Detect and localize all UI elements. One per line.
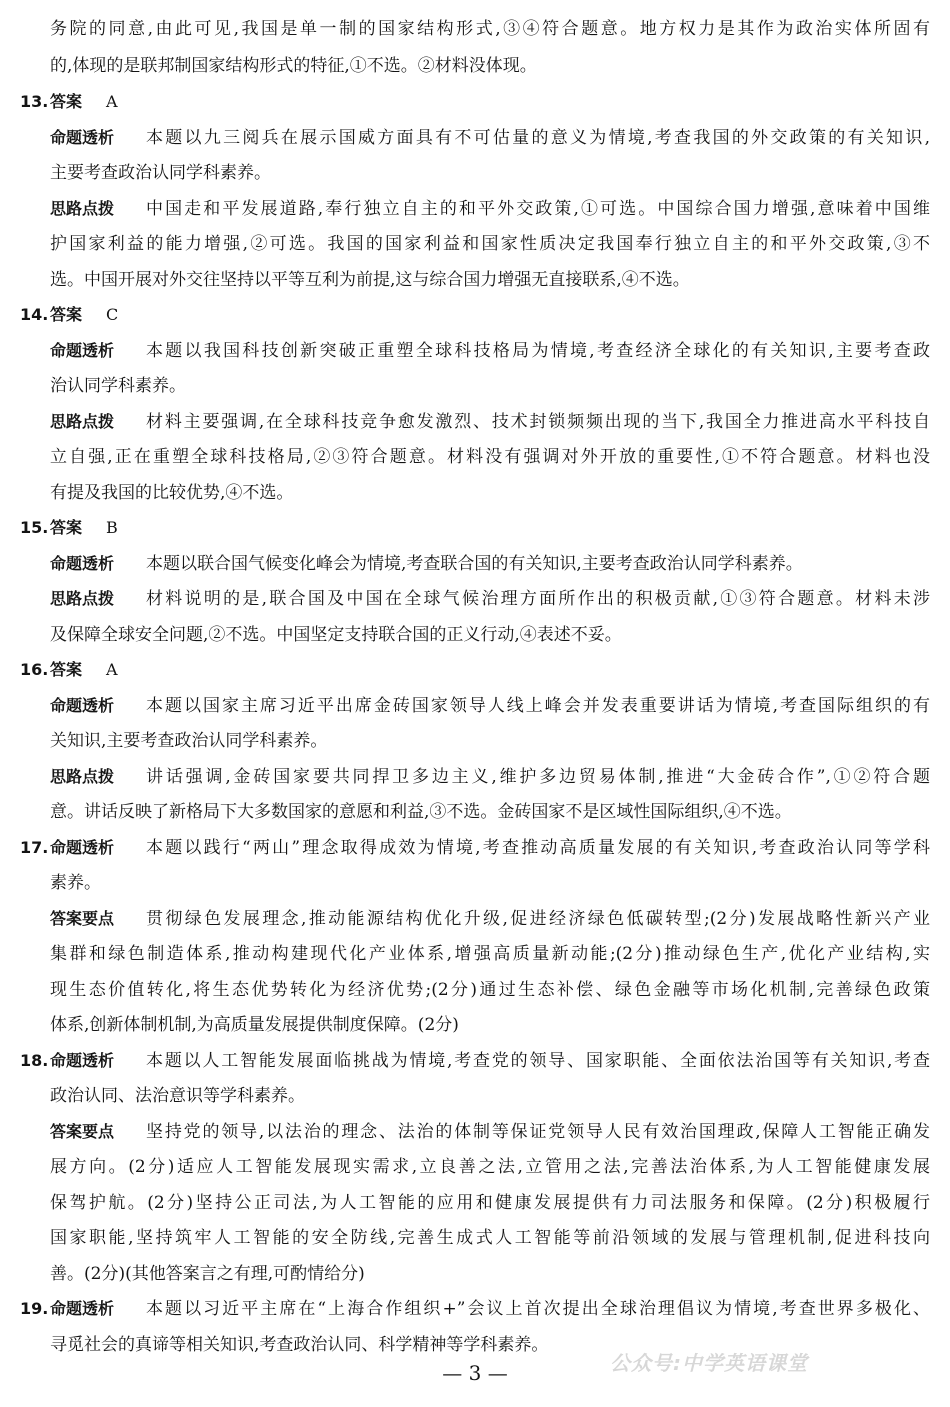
question-number: 14.	[20, 305, 49, 324]
text-line	[0, 692, 950, 720]
line-text: 集群和绿色制造体系,推动构建现代化产业体系,增强高质量新动能;(2分)推动绿色生产,优化产业结构,实	[50, 944, 930, 964]
text-line	[0, 976, 950, 1004]
answer-value: C	[106, 305, 119, 324]
answer-value: B	[106, 518, 118, 537]
line-text: 选。中国开展对外交往坚持以平等互利为前提,这与综合国力增强无直接联系,④不选。	[50, 270, 690, 290]
section-label: 命题透析	[50, 838, 115, 857]
line-text: 寻觅社会的真谛等相关知识,考查政治认同、科学精神等学科素养。	[50, 1335, 549, 1355]
question-13-answer	[0, 88, 950, 116]
line-text: 有提及我国的比较优势,④不选。	[50, 483, 294, 503]
question-number: 16.	[20, 660, 49, 679]
text-line	[0, 52, 950, 80]
answer-value: A	[106, 92, 118, 111]
text-line	[0, 1082, 950, 1110]
answer-label: 答案	[50, 92, 83, 111]
line-text: 保驾护航。(2分)坚持公正司法,为人工智能的应用和健康发展提供有力司法服务和保障。(2分)积极履行	[50, 1193, 930, 1213]
line-text: 坚持党的领导,以法治的理念、法治的体制等保证党领导人民有效治国理政,保障人工智能正确发	[146, 1122, 930, 1142]
question-15-answer	[0, 514, 950, 542]
line-text: 本题以联合国气候变化峰会为情境,考查联合国的有关知识,主要考查政治认同学科素养。	[146, 554, 803, 574]
line-text: 关知识,主要考查政治认同学科素养。	[50, 731, 328, 751]
line-text: 材料主要强调,在全球科技竞争愈发激烈、技术封锁频频出现的当下,我国全力推进高水平科技自	[146, 412, 930, 432]
text-line	[0, 1224, 950, 1252]
text-line	[0, 1260, 950, 1288]
text-line	[0, 1153, 950, 1181]
line-text: 意。讲话反映了新格局下大多数国家的意愿和利益,③不选。金砖国家不是区域性国际组织,④不选。	[50, 802, 792, 822]
section-label: 命题透析	[50, 1051, 115, 1070]
line-text: 立自强,正在重塑全球科技格局,②③符合题意。材料没有强调对外开放的重要性,①不符合题意。材料也没	[50, 447, 930, 467]
line-text: 讲话强调,金砖国家要共同捍卫多边主义,维护多边贸易体制,推进“大金砖合作”,①②符合题	[146, 767, 930, 787]
line-text: 本题以习近平主席在“上海合作组织+”会议上首次提出全球治理倡议为情境,考查世界多极化、	[146, 1299, 930, 1319]
section-label: 思路点拨	[50, 767, 115, 786]
text-line	[0, 621, 950, 649]
line-text: 中国走和平发展道路,奉行独立自主的和平外交政策,①可选。中国综合国力增强,意味着中国维	[146, 199, 930, 219]
text-line	[0, 15, 950, 43]
question-14-answer	[0, 301, 950, 329]
text-line	[0, 940, 950, 968]
question-17-analysis	[0, 834, 950, 862]
section-label: 答案要点	[50, 1122, 115, 1141]
line-text: 本题以国家主席习近平出席金砖国家领导人线上峰会并发表重要讲话为情境,考查国际组织的有	[146, 696, 930, 716]
text-line	[0, 337, 950, 365]
line-text: 本题以我国科技创新突破正重塑全球科技格局为情境,考查经济全球化的有关知识,主要考查政	[146, 341, 930, 361]
line-text: 材料说明的是,联合国及中国在全球气候治理方面所作出的积极贡献,①③符合题意。材料未涉	[146, 589, 930, 609]
line-text: 政治认同、法治意识等学科素养。	[50, 1086, 305, 1106]
text-line	[0, 1189, 950, 1217]
text-line	[0, 230, 950, 258]
section-label: 命题透析	[50, 554, 115, 573]
text-line	[0, 372, 950, 400]
section-label: 思路点拨	[50, 589, 115, 608]
text-line	[0, 727, 950, 755]
question-number: 18.	[20, 1051, 49, 1070]
text-line	[0, 585, 950, 613]
text-line	[0, 550, 950, 578]
question-16-answer	[0, 656, 950, 684]
text-line	[0, 195, 950, 223]
line-text: 体系,创新体制机制,为高质量发展提供制度保障。(2分)	[50, 1015, 459, 1035]
line-text: 贯彻绿色发展理念,推动能源结构优化升级,促进经济绿色低碳转型;(2分)发展战略性新兴产业	[146, 909, 930, 929]
section-label: 思路点拨	[50, 412, 115, 431]
line-text: 务院的同意,由此可见,我国是单一制的国家结构形式,③④符合题意。地方权力是其作为政治实体所固有	[50, 19, 930, 39]
line-text: 本题以九三阅兵在展示国威方面具有不可估量的意义为情境,考查我国的外交政策的有关知识,	[146, 128, 930, 148]
text-line	[0, 1118, 950, 1146]
text-line	[0, 408, 950, 436]
line-text: 善。(2分)(其他答案言之有理,可酌情给分)	[50, 1264, 365, 1284]
text-line	[0, 266, 950, 294]
answer-label: 答案	[50, 305, 83, 324]
line-text: 展方向。(2分)适应人工智能发展现实需求,立良善之法,立管用之法,完善法治体系,为人工智能健康发展	[50, 1157, 930, 1177]
section-label: 命题透析	[50, 696, 115, 715]
section-label: 答案要点	[50, 909, 115, 928]
section-label: 命题透析	[50, 341, 115, 360]
line-text: 治认同学科素养。	[50, 376, 186, 396]
section-label: 命题透析	[50, 1299, 115, 1318]
line-text: 素养。	[50, 873, 101, 893]
text-line	[0, 1011, 950, 1039]
question-number: 13.	[20, 92, 49, 111]
answer-label: 答案	[50, 518, 83, 537]
text-line	[0, 159, 950, 187]
page-number: — 3 —	[442, 1361, 508, 1385]
line-text: 现生态价值转化,将生态优势转化为经济优势;(2分)通过生态补偿、绿色金融等市场化机制,完善绿色政策	[50, 980, 930, 1000]
section-label: 命题透析	[50, 128, 115, 147]
line-text: 本题以人工智能发展面临挑战为情境,考查党的领导、国家职能、全面依法治国等有关知识,考查	[146, 1051, 930, 1071]
text-line	[0, 443, 950, 471]
line-text: 及保障全球安全问题,②不选。中国坚定支持联合国的正义行动,④表述不妥。	[50, 625, 622, 645]
question-19-analysis	[0, 1295, 950, 1323]
question-number: 19.	[20, 1299, 49, 1318]
watermark: 公众号:中学英语课堂	[610, 1351, 808, 1375]
answer-label: 答案	[50, 660, 83, 679]
line-text: 本题以践行“两山”理念取得成效为情境,考查推动高质量发展的有关知识,考查政治认同等学科	[146, 838, 930, 858]
text-line	[0, 905, 950, 933]
line-text: 国家职能,坚持筑牢人工智能的安全防线,完善生成式人工智能等前沿领域的发展与管理机制,促进科技向	[50, 1228, 930, 1248]
text-line	[0, 869, 950, 897]
line-text: 主要考查政治认同学科素养。	[50, 163, 271, 183]
question-number: 15.	[20, 518, 49, 537]
line-text: 的,体现的是联邦制国家结构形式的特征,①不选。②材料没体现。	[50, 56, 537, 76]
section-label: 思路点拨	[50, 199, 115, 218]
text-line	[0, 479, 950, 507]
question-number: 17.	[20, 838, 49, 857]
text-line	[0, 798, 950, 826]
text-line	[0, 124, 950, 152]
text-line	[0, 763, 950, 791]
question-18-analysis	[0, 1047, 950, 1075]
line-text: 护国家利益的能力增强,②可选。我国的国家利益和国家性质决定我国奉行独立自主的和平外交政策,③不	[50, 234, 930, 254]
answer-value: A	[106, 660, 118, 679]
